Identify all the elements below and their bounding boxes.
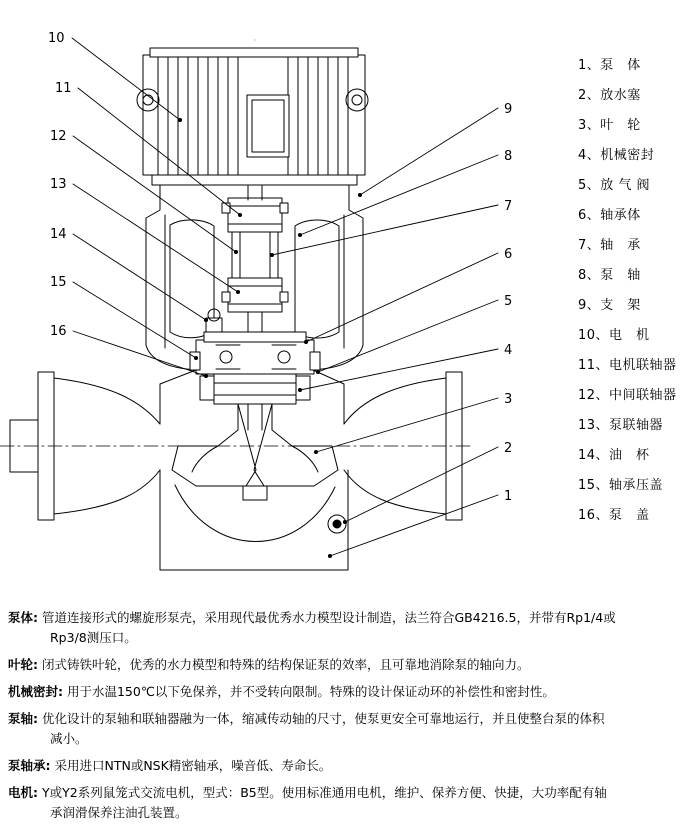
legend-item-15: 15、轴承压盖 xyxy=(578,478,664,493)
legend-item-5: 5、放 气 阀 xyxy=(578,178,651,193)
legend-item-12: 12、中间联轴器 xyxy=(578,388,677,403)
callout-7: 7 xyxy=(504,199,513,214)
legend-item-13: 13、泵联轴器 xyxy=(578,418,664,433)
callout-12: 12 xyxy=(50,129,67,144)
spec-motor-body: Y或Y2系列鼠笼式交流电机，型式：B5型。使用标准通用电机，维护、保养方便、快捷，大功率配有轴 xyxy=(41,785,607,800)
legend-item-6: 6、轴承体 xyxy=(578,208,641,223)
specification-text xyxy=(8,608,692,830)
spec-shaft-cont: 减小。 xyxy=(50,731,88,746)
callout-15: 15 xyxy=(50,275,67,290)
legend-item-3: 3、叶 轮 xyxy=(578,118,641,133)
legend-item-4: 4、机械密封 xyxy=(578,148,655,163)
spec-mechanical-seal xyxy=(8,682,692,702)
callout-3: 3 xyxy=(504,392,513,407)
legend-item-11: 11、电机联轴器 xyxy=(578,358,677,373)
spec-impeller-body: 闭式铸铁叶轮，优秀的水力模型和特殊的结构保证泵的效率，且可靠地消除泵的轴向力。 xyxy=(41,657,530,672)
spec-impeller-label: 叶轮: xyxy=(8,657,38,672)
legend-item-10: 10、电 机 xyxy=(578,328,650,343)
bearing-housing xyxy=(190,309,320,374)
legend-item-14: 14、油 杯 xyxy=(578,448,650,463)
callout-14: 14 xyxy=(50,227,67,242)
spec-impeller xyxy=(8,655,692,675)
spec-shaft-body: 优化设计的泵轴和联轴器融为一体，缩减传动轴的尺寸，使泵更安全可靠地运行，并且使整台泵的体积 xyxy=(41,711,605,726)
legend-item-9: 9、支 架 xyxy=(578,298,641,313)
callout-10: 10 xyxy=(48,31,65,46)
callout-6: 6 xyxy=(504,247,513,262)
spec-mechanical-seal-label: 机械密封: xyxy=(8,684,63,699)
callout-1: 1 xyxy=(504,489,513,504)
spec-casing xyxy=(8,608,692,648)
spec-bearing-body: 采用进口NTN或NSK精密轴承，噪音低、寿命长。 xyxy=(54,758,332,773)
callout-16: 16 xyxy=(50,324,67,339)
spec-motor-label: 电机: xyxy=(8,785,38,800)
spec-casing-cont: Rp3/8测压口。 xyxy=(50,630,137,645)
impeller-and-seal xyxy=(172,374,338,500)
spec-casing-label: 泵体: xyxy=(8,610,38,625)
parts-legend-list xyxy=(578,58,698,538)
spec-shaft xyxy=(8,709,692,749)
legend-item-8: 8、泵 轴 xyxy=(578,268,641,283)
spec-mechanical-seal-body: 用于水温150℃以下免保养，并不受转向限制。特殊的设计保证动环的补偿性和密封性。 xyxy=(66,684,555,699)
legend-item-7: 7、轴 承 xyxy=(578,238,641,253)
callout-11: 11 xyxy=(55,81,72,96)
callout-13: 13 xyxy=(50,177,67,192)
legend-item-2: 2、放水塞 xyxy=(578,88,641,103)
callout-8: 8 xyxy=(504,149,513,164)
spec-bearing xyxy=(8,756,692,776)
legend-item-16: 16、泵 盖 xyxy=(578,508,650,523)
callout-4: 4 xyxy=(504,343,513,358)
legend-item-1: 1、泵 体 xyxy=(578,58,641,73)
spec-motor-cont: 承润滑保养注油孔装置。 xyxy=(50,805,188,820)
spec-motor xyxy=(8,783,692,823)
spec-bearing-label: 泵轴承: xyxy=(8,758,51,773)
callout-2: 2 xyxy=(504,441,513,456)
motor-body xyxy=(137,48,368,185)
callout-5: 5 xyxy=(504,294,513,309)
spec-shaft-label: 泵轴: xyxy=(8,711,38,726)
callout-9: 9 xyxy=(504,102,513,117)
spec-casing-body: 管道连接形式的螺旋形泵壳，采用现代最优秀水力模型设计制造，法兰符合GB4216.5，并带有Rp1/4或 xyxy=(41,610,616,625)
